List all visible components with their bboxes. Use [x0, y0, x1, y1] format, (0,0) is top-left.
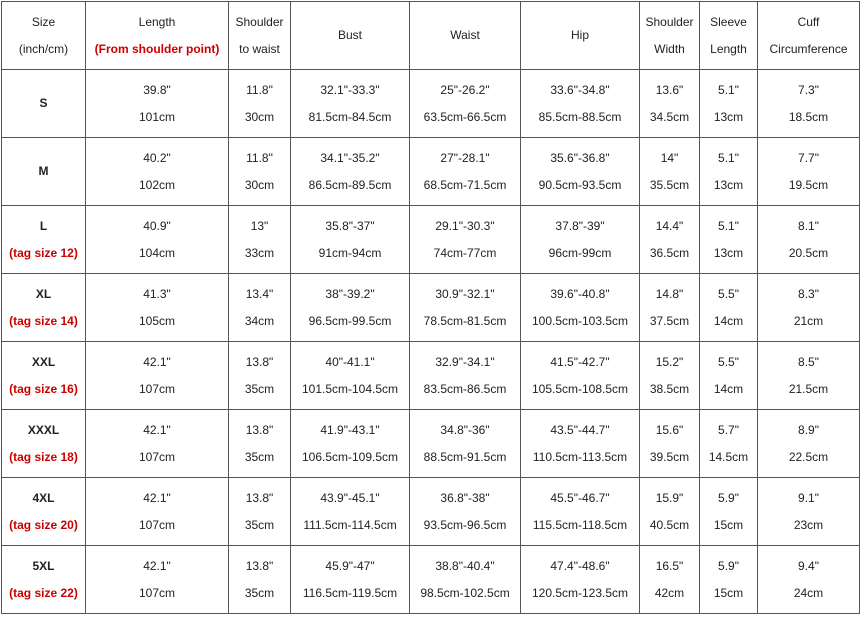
- length-cm: 102cm: [138, 177, 176, 192]
- shoulder-to-waist-inch: 11.8": [246, 150, 273, 165]
- bust-cm: 106.5cm-109.5cm: [301, 449, 399, 464]
- sleeve-length-cm: 13cm: [713, 245, 744, 260]
- bust-inch: 34.1"-35.2": [320, 150, 380, 165]
- waist-inch: 27"-28.1": [440, 150, 490, 165]
- sleeve-length-cell: [700, 206, 758, 274]
- length-cell: [86, 70, 229, 138]
- hip-cell: [521, 410, 640, 478]
- cuff-circumference-cell: [758, 410, 860, 478]
- cuff-circumference-inch: 7.3": [798, 82, 819, 97]
- size-cell: [2, 342, 86, 410]
- bust-inch: 35.8"-37": [325, 218, 375, 233]
- sleeve-length-inch: 5.9": [718, 490, 739, 505]
- waist-cm: 83.5cm-86.5cm: [423, 381, 507, 396]
- cuff-circumference-cm: 22.5cm: [788, 449, 829, 464]
- bust-cell: [291, 206, 410, 274]
- hip-inch: 35.6"-36.8": [550, 150, 610, 165]
- sleeve-length-inch: 5.7": [718, 422, 739, 437]
- bust-inch: 45.9"-47": [325, 558, 375, 573]
- waist-cm: 93.5cm-96.5cm: [423, 517, 507, 532]
- tag-size-label: (tag size 16): [9, 381, 78, 396]
- waist-inch: 36.8"-38": [440, 490, 490, 505]
- sleeve-length-cell: [700, 138, 758, 206]
- length-inch: 39.8": [143, 82, 171, 97]
- length-inch: 42.1": [143, 558, 171, 573]
- tag-size-label: (tag size 14): [9, 313, 78, 328]
- shoulder-to-waist-inch: 13.8": [245, 558, 274, 573]
- size-chart-table: [1, 1, 860, 614]
- size-label: XXXL: [27, 422, 60, 437]
- size-label: L: [39, 218, 48, 233]
- hip-inch: 37.8"-39": [555, 218, 605, 233]
- shoulder-to-waist-cm: 35cm: [244, 449, 275, 464]
- header-sw-line-2: Width: [654, 41, 685, 56]
- shoulder-width-cm: 36.5cm: [649, 245, 690, 260]
- sleeve-length-cm: 13cm: [713, 109, 744, 124]
- waist-cm: 63.5cm-66.5cm: [423, 109, 507, 124]
- bust-cell: [291, 342, 410, 410]
- length-inch: 40.9": [143, 218, 171, 233]
- length-cell: [86, 274, 229, 342]
- table-row: [2, 274, 860, 342]
- sleeve-length-inch: 5.1": [718, 150, 739, 165]
- shoulder-width-cell: [640, 478, 700, 546]
- cuff-circumference-cell: [758, 546, 860, 614]
- shoulder-width-cell: [640, 546, 700, 614]
- bust-cell: [291, 546, 410, 614]
- table-row: [2, 478, 860, 546]
- waist-cell: [410, 410, 521, 478]
- shoulder-to-waist-cell: [229, 138, 291, 206]
- bust-inch: 41.9"-43.1": [320, 422, 380, 437]
- table-row: [2, 546, 860, 614]
- shoulder-width-cm: 40.5cm: [649, 517, 690, 532]
- hip-cell: [521, 70, 640, 138]
- waist-cm: 68.5cm-71.5cm: [423, 177, 507, 192]
- table-row: [2, 410, 860, 478]
- tag-size-label: (tag size 20): [9, 517, 78, 532]
- shoulder-to-waist-inch: 13.8": [245, 354, 274, 369]
- sleeve-length-inch: 5.1": [718, 218, 739, 233]
- size-cell: [2, 138, 86, 206]
- header-shoulder-to-waist: [229, 2, 291, 70]
- hip-cell: [521, 138, 640, 206]
- waist-cell: [410, 342, 521, 410]
- cuff-circumference-cm: 21.5cm: [788, 381, 829, 396]
- bust-cm: 86.5cm-89.5cm: [308, 177, 392, 192]
- length-inch: 40.2": [143, 150, 171, 165]
- waist-cell: [410, 206, 521, 274]
- length-cm: 107cm: [138, 449, 176, 464]
- shoulder-width-cm: 42cm: [654, 585, 685, 600]
- length-inch: 42.1": [143, 354, 171, 369]
- sleeve-length-cm: 15cm: [713, 585, 744, 600]
- header-stw-line-2: to waist: [239, 41, 280, 56]
- tag-size-label: (tag size 22): [9, 585, 78, 600]
- shoulder-width-cell: [640, 342, 700, 410]
- shoulder-width-inch: 14.8": [655, 286, 684, 301]
- header-sw-line-1: Shoulder: [645, 14, 694, 29]
- shoulder-width-inch: 14.4": [655, 218, 684, 233]
- waist-cell: [410, 274, 521, 342]
- shoulder-width-cell: [640, 206, 700, 274]
- shoulder-width-cm: 38.5cm: [649, 381, 690, 396]
- waist-cm: 88.5cm-91.5cm: [423, 449, 507, 464]
- waist-inch: 34.8"-36": [440, 422, 490, 437]
- length-cell: [86, 546, 229, 614]
- bust-inch: 40"-41.1": [325, 354, 375, 369]
- bust-cell: [291, 478, 410, 546]
- bust-cm: 116.5cm-119.5cm: [302, 585, 398, 600]
- header-length-line-2: (From shoulder point): [94, 41, 220, 56]
- size-cell: [2, 410, 86, 478]
- size-label: XXL: [31, 354, 56, 369]
- hip-cm: 100.5cm-103.5cm: [531, 313, 629, 328]
- header-sleeve-length: [700, 2, 758, 70]
- hip-cm: 96cm-99cm: [548, 245, 612, 260]
- cuff-circumference-cell: [758, 342, 860, 410]
- header-shoulder-width: [640, 2, 700, 70]
- size-cell: [2, 546, 86, 614]
- bust-inch: 32.1"-33.3": [320, 82, 380, 97]
- sleeve-length-cell: [700, 478, 758, 546]
- shoulder-to-waist-inch: 13.8": [245, 422, 274, 437]
- cuff-circumference-cell: [758, 274, 860, 342]
- cuff-circumference-cm: 21cm: [793, 313, 824, 328]
- table-row: [2, 70, 860, 138]
- hip-inch: 33.6"-34.8": [550, 82, 610, 97]
- header-hip-label: Hip: [570, 28, 589, 42]
- sleeve-length-inch: 5.1": [718, 82, 739, 97]
- size-cell: [2, 478, 86, 546]
- shoulder-to-waist-cell: [229, 410, 291, 478]
- sleeve-length-cell: [700, 274, 758, 342]
- table-row: [2, 342, 860, 410]
- length-inch: 42.1": [143, 490, 171, 505]
- shoulder-to-waist-cm: 33cm: [244, 245, 275, 260]
- tag-size-label: (tag size 12): [9, 245, 78, 260]
- size-label: M: [38, 164, 49, 178]
- bust-cell: [291, 70, 410, 138]
- shoulder-to-waist-cell: [229, 342, 291, 410]
- hip-cell: [521, 546, 640, 614]
- length-cell: [86, 410, 229, 478]
- header-stw-line-1: Shoulder: [235, 14, 284, 29]
- header-waist-label: Waist: [450, 28, 480, 42]
- size-cell: [2, 274, 86, 342]
- hip-cell: [521, 274, 640, 342]
- cuff-circumference-cell: [758, 138, 860, 206]
- shoulder-width-inch: 14": [660, 150, 679, 165]
- header-cuff-circumference: [758, 2, 860, 70]
- header-size-line-1: Size: [31, 14, 56, 29]
- size-label: 4XL: [32, 490, 55, 505]
- header-cuff-line-2: Circumference: [769, 41, 848, 56]
- size-cell: [2, 206, 86, 274]
- cuff-circumference-cm: 18.5cm: [788, 109, 829, 124]
- shoulder-width-cell: [640, 138, 700, 206]
- hip-inch: 39.6"-40.8": [550, 286, 610, 301]
- size-label: S: [39, 96, 48, 110]
- shoulder-to-waist-cell: [229, 478, 291, 546]
- cuff-circumference-cell: [758, 206, 860, 274]
- shoulder-to-waist-cell: [229, 546, 291, 614]
- hip-cm: 120.5cm-123.5cm: [531, 585, 629, 600]
- length-cell: [86, 206, 229, 274]
- sleeve-length-cm: 14cm: [713, 381, 744, 396]
- length-cell: [86, 138, 229, 206]
- shoulder-to-waist-inch: 13.4": [245, 286, 274, 301]
- shoulder-to-waist-inch: 13.8": [245, 490, 274, 505]
- hip-cm: 105.5cm-108.5cm: [531, 381, 629, 396]
- sleeve-length-cell: [700, 70, 758, 138]
- size-label: XL: [35, 286, 52, 301]
- shoulder-width-cm: 35.5cm: [649, 177, 690, 192]
- sleeve-length-cm: 14cm: [713, 313, 744, 328]
- bust-cm: 96.5cm-99.5cm: [308, 313, 392, 328]
- header-bust-label: Bust: [337, 28, 362, 42]
- cuff-circumference-cm: 24cm: [793, 585, 824, 600]
- header-sleeve-line-2: Length: [710, 41, 747, 56]
- bust-cell: [291, 410, 410, 478]
- hip-cm: 85.5cm-88.5cm: [538, 109, 622, 124]
- shoulder-width-cell: [640, 410, 700, 478]
- length-cm: 104cm: [138, 245, 176, 260]
- cuff-circumference-inch: 9.1": [798, 490, 819, 505]
- shoulder-to-waist-cell: [229, 206, 291, 274]
- length-inch: 41.3": [143, 286, 171, 301]
- length-cm: 107cm: [138, 585, 176, 600]
- waist-cell: [410, 70, 521, 138]
- length-cell: [86, 342, 229, 410]
- waist-inch: 32.9"-34.1": [435, 354, 495, 369]
- waist-inch: 29.1"-30.3": [435, 218, 495, 233]
- shoulder-width-cell: [640, 70, 700, 138]
- shoulder-width-inch: 13.6": [655, 82, 684, 97]
- waist-cm: 98.5cm-102.5cm: [420, 585, 510, 600]
- hip-inch: 43.5"-44.7": [550, 422, 610, 437]
- sleeve-length-cm: 15cm: [713, 517, 744, 532]
- shoulder-width-cm: 39.5cm: [649, 449, 690, 464]
- waist-cm: 74cm-77cm: [433, 245, 497, 260]
- hip-inch: 47.4"-48.6": [550, 558, 610, 573]
- sleeve-length-cm: 13cm: [713, 177, 744, 192]
- shoulder-width-cm: 34.5cm: [649, 109, 690, 124]
- cuff-circumference-inch: 9.4": [798, 558, 819, 573]
- shoulder-width-cell: [640, 274, 700, 342]
- shoulder-width-inch: 15.9": [655, 490, 684, 505]
- bust-cm: 91cm-94cm: [318, 245, 382, 260]
- bust-inch: 43.9"-45.1": [320, 490, 380, 505]
- shoulder-to-waist-inch: 11.8": [246, 82, 273, 97]
- waist-inch: 38.8"-40.4": [435, 558, 495, 573]
- header-length: [86, 2, 229, 70]
- waist-cell: [410, 546, 521, 614]
- sleeve-length-inch: 5.9": [718, 558, 739, 573]
- bust-cell: [291, 138, 410, 206]
- length-cm: 107cm: [138, 517, 176, 532]
- waist-inch: 30.9"-32.1": [435, 286, 495, 301]
- table-row: [2, 138, 860, 206]
- hip-cell: [521, 206, 640, 274]
- bust-inch: 38"-39.2": [325, 286, 375, 301]
- waist-cell: [410, 138, 521, 206]
- header-cuff-line-1: Cuff: [797, 14, 820, 29]
- shoulder-to-waist-inch: 13": [250, 218, 269, 233]
- bust-cell: [291, 274, 410, 342]
- waist-cell: [410, 478, 521, 546]
- sleeve-length-inch: 5.5": [718, 286, 739, 301]
- header-sleeve-line-1: Sleeve: [710, 14, 747, 29]
- bust-cm: 101.5cm-104.5cm: [301, 381, 399, 396]
- cuff-circumference-inch: 8.9": [798, 422, 819, 437]
- length-cm: 105cm: [138, 313, 176, 328]
- shoulder-to-waist-cm: 35cm: [244, 585, 275, 600]
- length-cm: 101cm: [138, 109, 176, 124]
- shoulder-width-cm: 37.5cm: [649, 313, 690, 328]
- cuff-circumference-cell: [758, 70, 860, 138]
- sleeve-length-inch: 5.5": [718, 354, 739, 369]
- shoulder-to-waist-cm: 34cm: [244, 313, 275, 328]
- hip-cell: [521, 342, 640, 410]
- sleeve-length-cell: [700, 342, 758, 410]
- cuff-circumference-inch: 8.5": [798, 354, 819, 369]
- shoulder-width-inch: 15.6": [655, 422, 684, 437]
- length-inch: 42.1": [143, 422, 171, 437]
- bust-cm: 111.5cm-114.5cm: [303, 517, 397, 532]
- header-row: [2, 2, 860, 70]
- shoulder-to-waist-cell: [229, 274, 291, 342]
- sleeve-length-cell: [700, 546, 758, 614]
- header-bust: [291, 2, 410, 70]
- table-row: [2, 206, 860, 274]
- size-rows: [2, 70, 860, 614]
- length-cm: 107cm: [138, 381, 176, 396]
- header-length-line-1: Length: [138, 14, 176, 29]
- cuff-circumference-inch: 8.1": [798, 218, 819, 233]
- header-size: [2, 2, 86, 70]
- cuff-circumference-cm: 19.5cm: [788, 177, 829, 192]
- hip-cm: 110.5cm-113.5cm: [532, 449, 628, 464]
- header-waist: [410, 2, 521, 70]
- size-label: 5XL: [32, 558, 55, 573]
- cuff-circumference-cm: 20.5cm: [788, 245, 829, 260]
- waist-cm: 78.5cm-81.5cm: [423, 313, 507, 328]
- cuff-circumference-inch: 8.3": [798, 286, 819, 301]
- shoulder-to-waist-cm: 30cm: [244, 177, 275, 192]
- cuff-circumference-cm: 23cm: [793, 517, 824, 532]
- hip-inch: 41.5"-42.7": [550, 354, 610, 369]
- shoulder-to-waist-cell: [229, 70, 291, 138]
- shoulder-to-waist-cm: 30cm: [244, 109, 275, 124]
- tag-size-label: (tag size 18): [9, 449, 78, 464]
- shoulder-width-inch: 15.2": [655, 354, 684, 369]
- shoulder-to-waist-cm: 35cm: [244, 517, 275, 532]
- length-cell: [86, 478, 229, 546]
- shoulder-to-waist-cm: 35cm: [244, 381, 275, 396]
- size-cell: [2, 70, 86, 138]
- shoulder-width-inch: 16.5": [655, 558, 684, 573]
- sleeve-length-cell: [700, 410, 758, 478]
- cuff-circumference-cell: [758, 478, 860, 546]
- hip-cm: 115.5cm-118.5cm: [532, 517, 628, 532]
- cuff-circumference-inch: 7.7": [798, 150, 819, 165]
- sleeve-length-cm: 14.5cm: [708, 449, 749, 464]
- waist-inch: 25"-26.2": [440, 82, 490, 97]
- hip-cell: [521, 478, 640, 546]
- header-size-line-2: (inch/cm): [18, 41, 69, 56]
- header-hip: [521, 2, 640, 70]
- hip-inch: 45.5"-46.7": [550, 490, 610, 505]
- hip-cm: 90.5cm-93.5cm: [538, 177, 622, 192]
- bust-cm: 81.5cm-84.5cm: [308, 109, 392, 124]
